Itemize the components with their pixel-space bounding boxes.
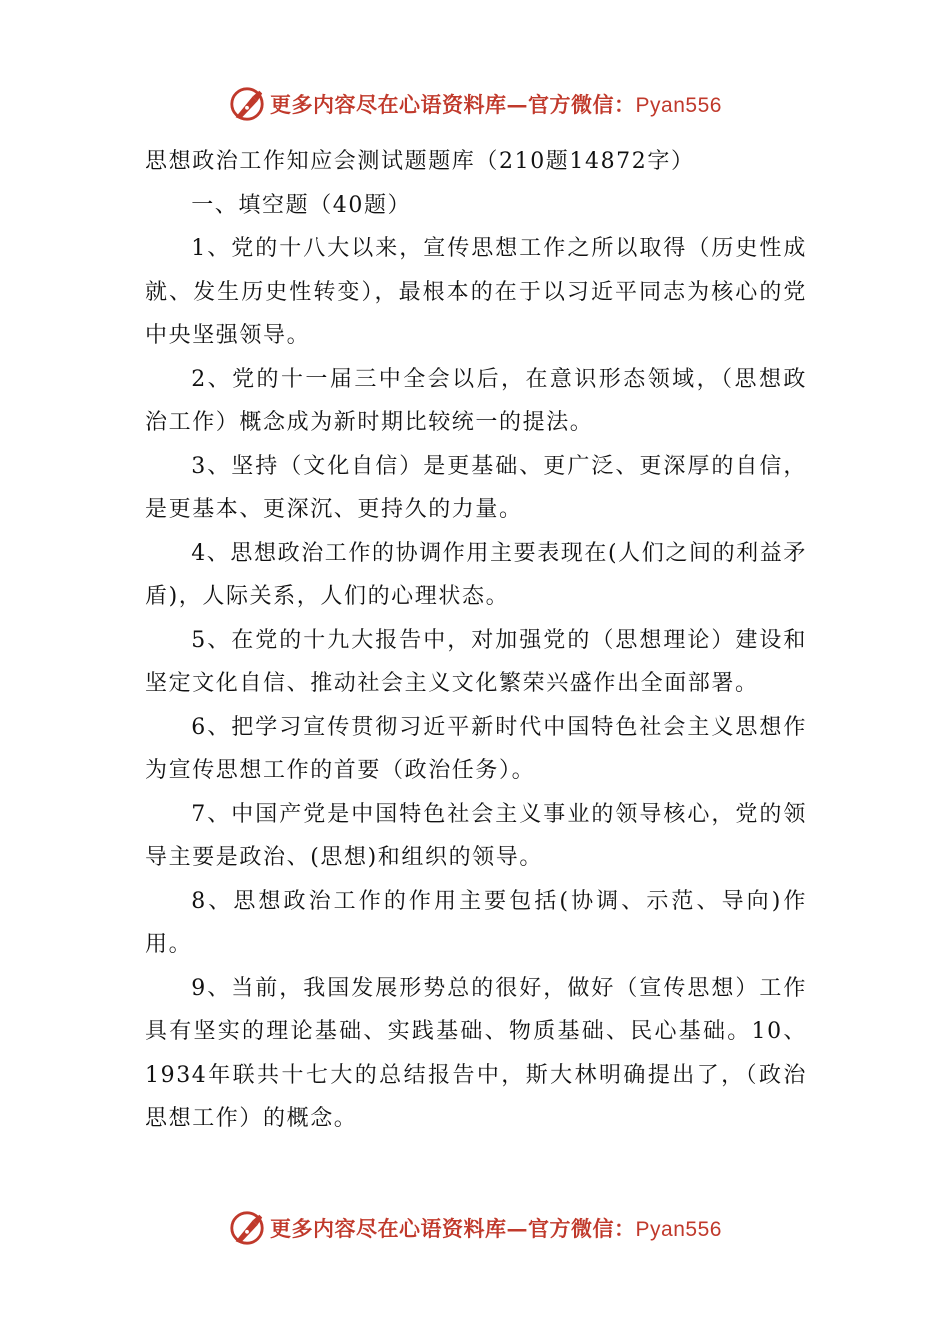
question-item: 7、中国产党是中国特色社会主义事业的领导核心，党的领导主要是政治、(思想)和组织的领导。 <box>145 801 807 870</box>
header-banner-text: 更多内容尽在心语资料库—官方微信：Pyan556 <box>270 92 722 117</box>
pen-nib-logo-icon <box>228 85 266 123</box>
footer-banner-id: Pyan556 <box>635 1218 722 1241</box>
pen-nib-logo-icon <box>228 1209 266 1247</box>
header-banner <box>0 84 950 124</box>
footer-banner-text: 更多内容尽在心语资料库—官方微信：Pyan556 <box>270 1216 722 1241</box>
footer-banner <box>0 1208 950 1248</box>
section-heading: 一、填空题（40题） <box>191 192 412 218</box>
header-banner-id: Pyan556 <box>635 94 722 117</box>
question-item: 6、把学习宣传贯彻习近平新时代中国特色社会主义思想作为宣传思想工作的首要（政治任务）。 <box>145 714 807 783</box>
question-item: 5、在党的十九大报告中，对加强党的（思想理论）建设和坚定文化自信、推动社会主义文化繁荣兴盛作出全面部署。 <box>145 627 807 696</box>
question-item: 3、坚持（文化自信）是更基础、更广泛、更深厚的自信，是更基本、更深沉、更持久的力量。 <box>145 453 807 522</box>
document-title: 思想政治工作知应会测试题题库（210题14872字） <box>145 149 695 174</box>
question-item: 1、党的十八大以来，宣传思想工作之所以取得（历史性成就、发生历史性转变），最根本的在于以习近平同志为核心的党中央坚强领导。 <box>145 236 807 348</box>
document-body <box>145 140 807 1141</box>
question-item: 2、党的十一届三中全会以后，在意识形态领域，（思想政治工作）概念成为新时期比较统一的提法。 <box>145 366 807 435</box>
question-item: 8、思想政治工作的作用主要包括(协调、示范、导向)作用。 <box>145 888 807 957</box>
question-item: 9、当前，我国发展形势总的很好，做好（宣传思想）工作具有坚实的理论基础、实践基础、物质基础、民心基础。10、1934年联共十七大的总结报告中，斯大林明确提出了，（政治思想工作）的概念。 <box>145 975 807 1131</box>
question-item: 4、思想政治工作的协调作用主要表现在(人们之间的利益矛盾)，人际关系，人们的心理状态。 <box>145 540 807 609</box>
